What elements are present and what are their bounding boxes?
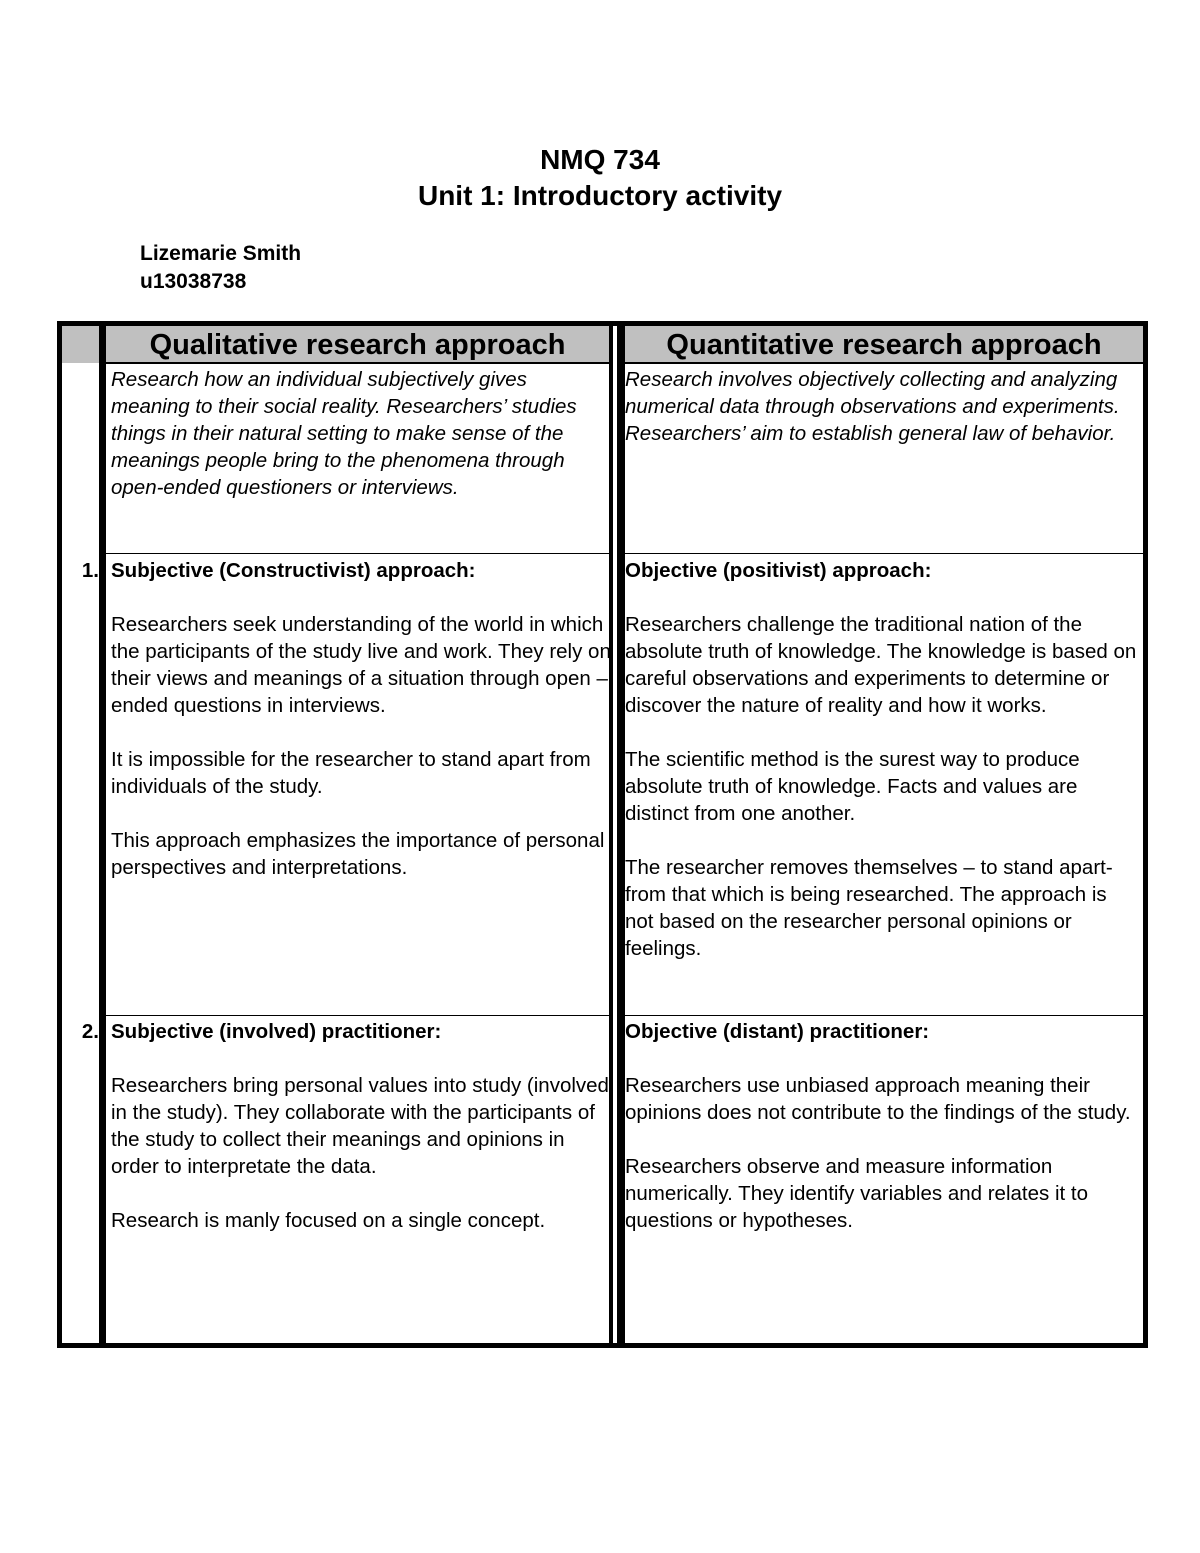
row-2-qualitative-paragraph: Research is manly focused on a single concept.	[111, 1209, 546, 1232]
column-divider	[617, 326, 625, 1343]
row-divider	[625, 1015, 1143, 1016]
unit-title: Unit 1: Introductory activity	[417, 180, 783, 211]
row-2-quantitative-cell	[625, 1018, 1137, 1234]
qualitative-definition-text: Research how an individual subjectively gives meaning to their social reality. Researchers’ studies things in their natural setting to make sense of the meanings people bring to the phenomena through open-ended questioners or interviews.	[111, 368, 577, 499]
row-divider	[625, 553, 1143, 554]
column-divider	[99, 326, 106, 1343]
row-divider	[625, 362, 1143, 364]
student-number: u13038738	[140, 270, 247, 293]
header-cell-blank	[62, 326, 99, 363]
row-1-qualitative-cell	[111, 557, 611, 881]
row-2-qualitative-cell	[111, 1018, 611, 1234]
quantitative-definition	[625, 366, 1137, 447]
row-divider	[106, 1015, 609, 1016]
row-number: 2.	[81, 1020, 99, 1043]
row-1-quantitative-paragraph: Researchers challenge the traditional nation of the absolute truth of knowledge. The knowledge is based on careful observations and experiments to determine or discover the nature of reality and how it works.	[625, 613, 1137, 717]
row-1-quantitative-cell	[625, 557, 1137, 962]
quantitative-definition-text: Research involves objectively collecting and analyzing numerical data through observations and experiments. Researchers’ aim to establish general law of behavior.	[625, 368, 1120, 445]
row-2-qualitative-heading: Subjective (involved) practitioner:	[111, 1020, 442, 1043]
qualitative-definition	[111, 366, 611, 501]
row-2-quantitative-heading: Objective (distant) practitioner:	[625, 1020, 930, 1043]
row-divider	[106, 362, 609, 364]
comparison-table	[57, 321, 1148, 1348]
qualitative-header: Qualitative research approach	[149, 329, 566, 361]
row-number: 1.	[81, 559, 99, 582]
author-name: Lizemarie Smith	[140, 242, 302, 265]
row-1-quantitative-paragraph: The researcher removes themselves – to stand apart- from that which is being researched. The approach is not based on the researcher personal opinions or feelings.	[625, 856, 1113, 960]
row-1-quantitative-heading: Objective (positivist) approach:	[625, 559, 932, 582]
row-1-qualitative-heading: Subjective (Constructivist) approach:	[111, 559, 476, 582]
row-2-quantitative-paragraph: Researchers use unbiased approach meaning their opinions does not contribute to the findings of the study.	[625, 1074, 1131, 1124]
quantitative-header: Quantitative research approach	[666, 329, 1102, 361]
row-2-quantitative-paragraph: Researchers observe and measure information numerically. They identify variables and relates it to questions or hypotheses.	[625, 1155, 1088, 1232]
course-code: NMQ 734	[540, 144, 660, 175]
row-1-quantitative-paragraph: The scientific method is the surest way to produce absolute truth of knowledge. Facts and values are distinct from one another.	[625, 748, 1080, 825]
row-2-qualitative-paragraph: Researchers bring personal values into study (involved in the study). They collaborate with the participants of the study to collect their meanings and opinions in order to interpretate the data.	[111, 1074, 609, 1178]
row-divider	[106, 553, 609, 554]
row-1-qualitative-paragraph: This approach emphasizes the importance of personal perspectives and interpretations.	[111, 829, 605, 879]
row-1-qualitative-paragraph: It is impossible for the researcher to stand apart from individuals of the study.	[111, 748, 591, 798]
row-1-qualitative-paragraph: Researchers seek understanding of the world in which the participants of the study live and work. They rely on their views and meanings of a situation through open – ended questions in interviews.	[111, 613, 611, 717]
